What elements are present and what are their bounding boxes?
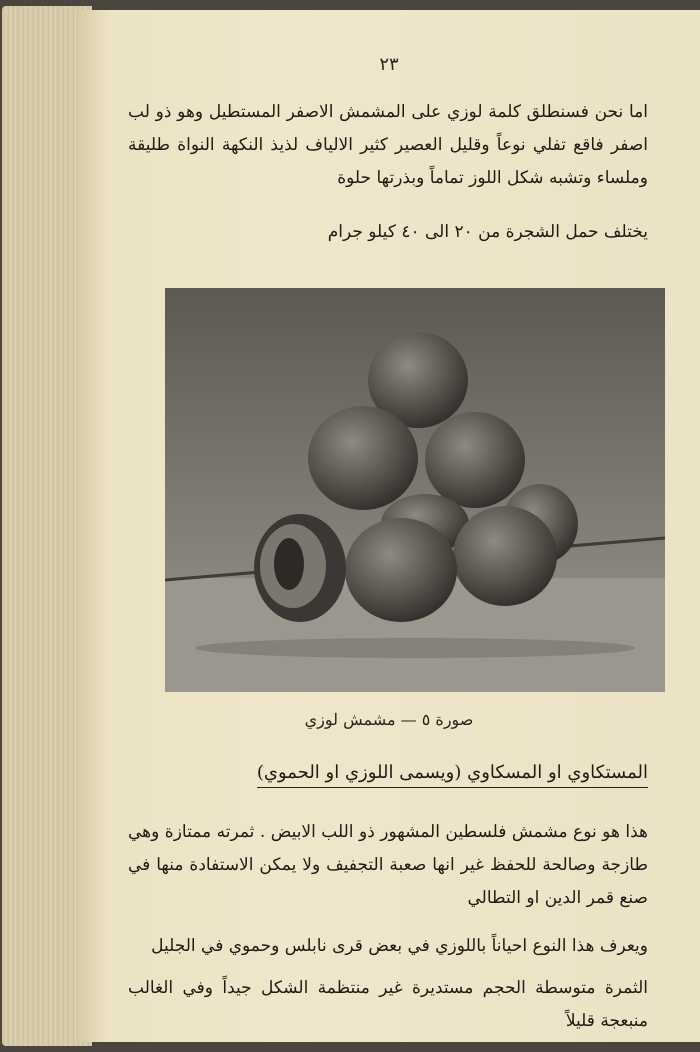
book-page [78,10,700,1042]
intro-paragraph: اما نحن فسنطلق كلمة لوزي على المشمش الاصفر المستطيل وهو ذو لب اصفر فاقع تفلي نوعاً وقليل العصير كثير الالياف لذيذ النكهة النواة طليقة وملساء وتشبه شكل اللوز تماماً وبذرتها حلوة [128,102,648,188]
section-heading: المستكاوي او المسكاوي (ويسمى اللوزي او الحموي) [257,762,648,788]
section-paragraph-3: الثمرة متوسطة الحجم مستديرة غير منتظمة الشكل جيداً وفي الغالب منبعجة قليلاً [128,978,648,1031]
page-number: ٢٣ [379,54,399,75]
apricot-illustration [165,288,665,692]
figure-caption: صورة ٥ — مشمش لوزي [304,710,474,729]
section-paragraph-2: ويعرف هذا النوع احياناً باللوزي في بعض قرى نابلس وحموي في الجليل [151,936,648,956]
section-paragraph-1: هذا هو نوع مشمش فلسطين المشهور ذو اللب الابيض . ثمرته ممتازة وهي طازجة وصالحة للحفظ غير انها صعبة التجفيف ولا يمكن الاستفادة منها في صنع قمر الدين او التطالي [128,822,648,908]
tree-yield-line: يختلف حمل الشجرة من ٢٠ الى ٤٠ كيلو جرام [327,222,648,242]
apricot-photo [165,288,665,692]
